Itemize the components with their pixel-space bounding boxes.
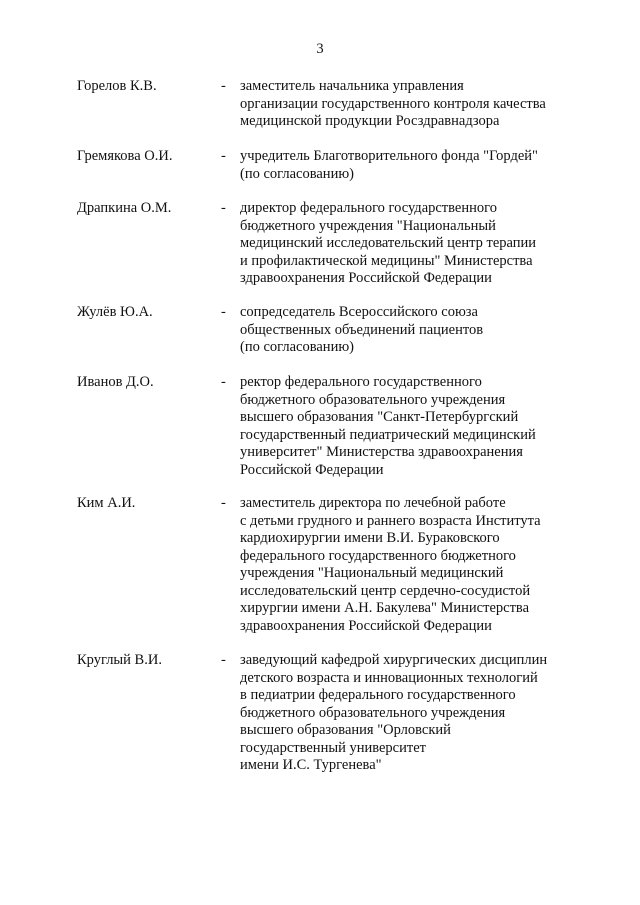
position-line: государственный университет [240,739,426,756]
member-position [240,200,600,288]
position-line: учредитель Благотворительного фонда "Гордей" [240,148,538,164]
member-name: Гремякова О.И. [77,148,173,164]
dash-separator: - [221,200,226,216]
page-number: 3 [316,41,324,57]
position-line: в педиатрии федерального государственного [240,687,516,703]
position-line: бюджетного образовательного учреждения [240,704,506,721]
position-line: Российской Федерации [240,461,384,478]
position-line: общественных объединений пациентов [240,321,484,338]
position-line: учреждения "Национальный медицинский [240,565,504,581]
member-name: Иванов Д.О. [77,374,154,390]
position-line: медицинской продукции Росздравнадзора [240,113,500,129]
member-name: Жулёв Ю.А. [77,304,153,320]
position-line: с детьми грудного и раннего возраста Института [240,512,541,529]
dash-separator: - [221,304,226,320]
position-line: (по согласованию) [240,339,354,355]
dash-separator: - [221,495,226,511]
position-line: кардиохирургии имени В.И. Бураковского [240,530,500,546]
member-position [240,304,600,357]
position-line: бюджетного учреждения "Национальный [240,217,496,234]
position-line: высшего образования "Орловский [240,722,451,738]
position-line: (по согласованию) [240,165,354,182]
dash-separator: - [221,652,226,668]
member-position [240,78,600,131]
dash-separator: - [221,374,226,390]
member-name: Ким А.И. [77,495,136,511]
member-position [240,374,600,479]
position-line: заведующий кафедрой хирургических дисциплин [240,652,548,668]
member-name: Горелов К.В. [77,78,157,94]
position-line: здравоохранения Российской Федерации [240,270,492,286]
member-position [240,148,600,183]
position-line: бюджетного образовательного учреждения [240,391,506,408]
position-line: высшего образования "Санкт-Петербургский [240,409,519,425]
position-line: имени И.С. Тургенева" [240,757,382,773]
member-name: Драпкина О.М. [77,200,172,216]
position-line: университет" Министерства здравоохранения [240,444,523,460]
position-line: медицинский исследовательский центр терапии [240,235,537,251]
position-line: хирургии имени А.Н. Бакулева" Министерства [240,600,530,616]
position-line: федерального государственного бюджетного [240,547,516,564]
position-line: государственный педиатрический медицинский [240,426,536,443]
position-line: сопредседатель Всероссийского союза [240,304,478,320]
position-line: ректор федерального государственного [240,374,482,390]
position-line: директор федерального государственного [240,200,497,216]
position-line: организации государственного контроля качества [240,95,546,112]
member-position [240,495,600,635]
position-line: детского возраста и инновационных технологий [240,669,538,686]
position-line: исследовательский центр сердечно-сосудистой [240,582,531,599]
dash-separator: - [221,78,226,94]
position-line: здравоохранения Российской Федерации [240,617,492,634]
member-position [240,652,600,775]
dash-separator: - [221,148,226,164]
member-name: Круглый В.И. [77,652,162,668]
position-line: заместитель начальника управления [240,78,464,94]
position-line: и профилактической медицины" Министерства [240,252,533,269]
position-line: заместитель директора по лечебной работе [240,495,506,511]
